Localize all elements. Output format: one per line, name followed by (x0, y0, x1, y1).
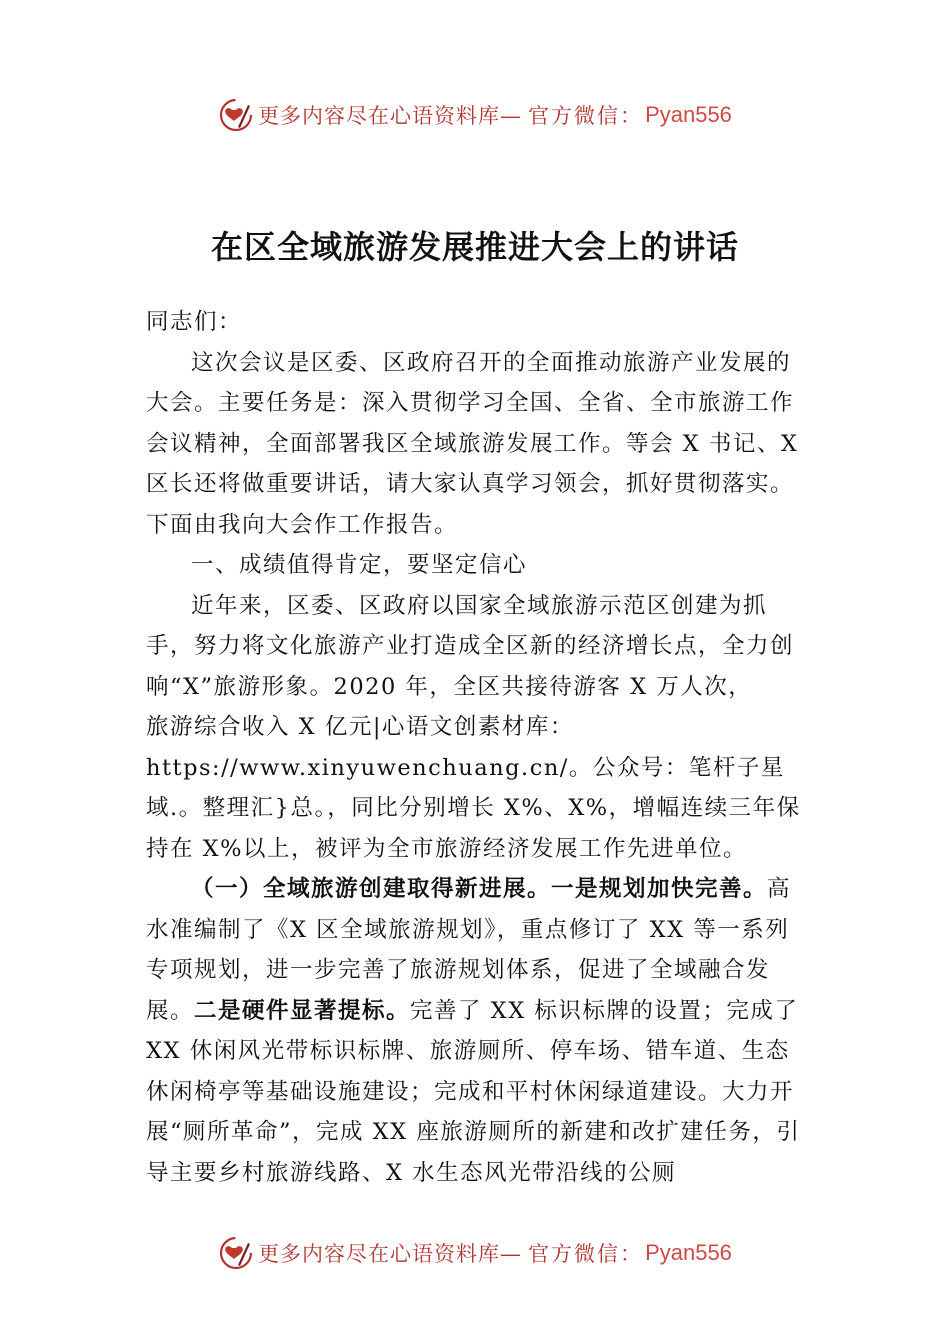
bold-lead: （一）全域旅游创建取得新进展。一是规划加快完善。 (191, 876, 768, 902)
watermark-wechat-label: 官方微信： (528, 104, 644, 128)
pen-heart-logo-icon (218, 1235, 254, 1271)
watermark-wechat-id: Pyan556 (645, 1240, 732, 1265)
watermark-slogan: 更多内容尽在心语资料库— (258, 1242, 523, 1266)
bold-lead: 二是硬件显著提标。 (194, 997, 411, 1024)
paragraph-text: 完善了 XX 标识标牌的设置；完成了 XX 休闲风光带标识标牌、旅游厕所、停车场、错车道、生态休闲椅亭等基础设施建设；完成和平村休闲绿道建设。大力开展“厕所革命”，完成 XX 座旅游厕所的新建和改扩建任务，引导主要乡村旅游线路、X 水生态风光带沿线的公厕 (146, 997, 801, 1186)
watermark-banner-bottom (0, 1228, 950, 1278)
watermark-wechat-label: 官方微信： (528, 1242, 644, 1266)
section-heading: 一、成绩值得肯定，要坚定信心 (191, 552, 528, 578)
watermark-wechat-id: Pyan556 (645, 102, 732, 127)
paragraph: 近年来，区委、区政府以国家全域旅游示范区创建为抓手，努力将文化旅游产业打造成全区新的经济增长点，全力创响“X”旅游形象。2020 年，全区共接待游客 X 万人次， (146, 592, 795, 700)
salutation: 同志们： (146, 309, 243, 335)
paragraph (146, 869, 810, 1193)
paragraph-continuation: https://www.xinyuwenchuang.cn/。公众号：笔杆子星域.。整理汇}总。，同比分别增长 X%、X%，增幅连续三年保持在 X%以上，被评为全市旅游经济发展工作先进单位。 (146, 754, 801, 862)
document-title: 在区全域旅游发展推进大会上的讲话 (210, 228, 739, 266)
paragraph: 这次会议是区委、区政府召开的全面推动旅游产业发展的大会。主要任务是：深入贯彻学习全国、全省、全市旅游工作会议精神，全面部署我区全域旅游发展工作。等会 X 书记、X 区长还将做重要讲话，请大家认真学习领会，抓好贯彻落实。下面由我向大会作工作报告。 (146, 349, 799, 538)
document-body (146, 302, 810, 1193)
watermark-slogan: 更多内容尽在心语资料库— (258, 104, 523, 128)
paragraph-text: 高水准编制了《X 区全域旅游规划》，重点修订了 XX 等一系列专项规划，进一步完善了旅游规划体系，促进了全域融合发展。 (146, 876, 792, 1024)
watermark-banner-top (0, 90, 950, 140)
pen-heart-logo-icon (218, 97, 254, 133)
paragraph-continuation: 旅游综合收入 X 亿元|心语文创素材库： (146, 714, 574, 740)
